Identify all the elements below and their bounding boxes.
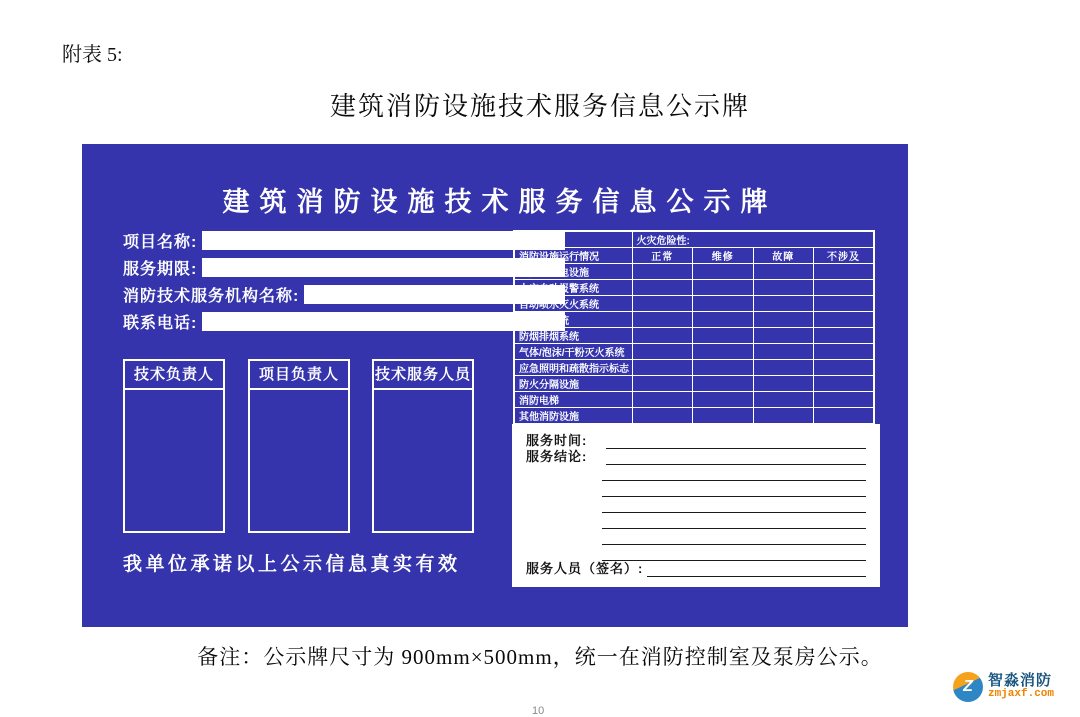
facility-label: 气体/泡沫/干粉灭火系统 — [514, 344, 632, 360]
status-cell — [814, 296, 875, 312]
document-title: 建筑消防设施技术服务信息公示牌 — [329, 91, 750, 121]
service-conclusion-row — [526, 449, 866, 465]
facility-label: 其他消防设施 — [514, 408, 632, 425]
building-area-label: 建筑面积: — [514, 231, 632, 248]
facility-status-table — [513, 230, 875, 425]
project-name-field — [202, 231, 565, 250]
status-cell — [632, 376, 693, 392]
status-cell — [753, 296, 814, 312]
notice-board — [82, 144, 908, 627]
phone-label: 联系电话: — [123, 314, 198, 332]
logo-text — [988, 673, 1054, 700]
table-header-row — [514, 248, 874, 264]
phone-field — [202, 312, 565, 331]
status-cell — [753, 392, 814, 408]
write-in-line — [606, 451, 866, 465]
facility-label: 防烟排烟系统 — [514, 328, 632, 344]
table-row — [514, 280, 874, 296]
fire-hazard-label: 火灾危险性: — [632, 231, 874, 248]
blank-line-row — [526, 465, 866, 481]
col-header-fault: 故障 — [753, 248, 814, 264]
logo-domain: zmjaxf.com — [987, 688, 1054, 701]
col-header-facility-status: 消防设施运行情况 — [514, 248, 632, 264]
table-row — [514, 360, 874, 376]
status-cell — [814, 408, 875, 425]
board-form-area — [123, 230, 565, 338]
status-cell — [693, 264, 754, 280]
facility-label: 消防电梯 — [514, 392, 632, 408]
status-cell — [753, 408, 814, 425]
status-cell — [753, 328, 814, 344]
facility-label: 应急照明和疏散指示标志 — [514, 360, 632, 376]
status-cell — [632, 392, 693, 408]
status-cell — [753, 376, 814, 392]
status-cell — [693, 376, 754, 392]
blank-line-row — [526, 513, 866, 529]
form-row-phone — [123, 311, 565, 331]
facility-label: 自动喷水灭火系统 — [514, 296, 632, 312]
blank-line-row — [526, 529, 866, 545]
page-number: 10 — [532, 705, 545, 717]
table-row — [514, 264, 874, 280]
write-in-line — [602, 515, 866, 529]
table-row — [514, 296, 874, 312]
status-cell — [632, 408, 693, 425]
status-cell — [632, 360, 693, 376]
table-row — [514, 376, 874, 392]
photo-box-label: 技术负责人 — [125, 361, 223, 390]
facility-label: 消防栓系统 — [514, 312, 632, 328]
col-header-not-involved: 不涉及 — [814, 248, 875, 264]
status-cell — [693, 392, 754, 408]
status-cell — [753, 280, 814, 296]
status-cell — [814, 376, 875, 392]
status-cell — [693, 360, 754, 376]
status-cell — [753, 264, 814, 280]
status-cell — [632, 296, 693, 312]
write-in-line — [606, 435, 866, 449]
agency-name-label: 消防技术服务机构名称: — [123, 287, 300, 305]
photo-box-label: 项目负责人 — [250, 361, 348, 390]
form-row-service-period — [123, 257, 565, 277]
logo-name: 智淼消防 — [987, 672, 1052, 690]
status-cell — [753, 344, 814, 360]
write-in-line — [602, 499, 866, 513]
status-cell — [693, 328, 754, 344]
status-cell — [693, 296, 754, 312]
logo-icon: Z — [953, 672, 983, 702]
board-title: 建筑消防设施技术服务信息公示牌 — [222, 187, 778, 217]
blank-line-row — [526, 497, 866, 513]
table-row — [514, 312, 874, 328]
project-name-label: 项目名称: — [123, 233, 198, 251]
photo-box-label: 技术服务人员 — [374, 361, 472, 390]
form-row-agency-name — [123, 284, 565, 304]
photo-box-project-director — [248, 359, 350, 533]
photo-box-technical-director — [123, 359, 225, 533]
status-cell — [814, 392, 875, 408]
table-row — [514, 328, 874, 344]
facility-label: 火灾自动报警系统 — [514, 280, 632, 296]
status-cell — [632, 328, 693, 344]
service-period-label: 服务期限: — [123, 260, 198, 278]
service-conclusion-label: 服务结论: — [526, 449, 588, 464]
status-cell — [753, 312, 814, 328]
table-row — [514, 344, 874, 360]
status-cell — [632, 264, 693, 280]
appendix-label: 附表 5: — [62, 44, 123, 66]
status-cell — [693, 344, 754, 360]
photo-box-service-staff — [372, 359, 474, 533]
blank-line-row — [526, 481, 866, 497]
service-signature-label: 服务人员（签名）: — [526, 561, 644, 576]
pledge-statement: 我单位承诺以上公示信息真实有效 — [123, 554, 461, 575]
col-header-repair: 维修 — [693, 248, 754, 264]
table-row — [514, 408, 874, 425]
form-row-project-name — [123, 230, 565, 250]
service-signature-row — [526, 561, 866, 577]
status-cell — [814, 360, 875, 376]
status-cell — [814, 280, 875, 296]
service-time-label: 服务时间: — [526, 433, 588, 448]
status-cell — [693, 312, 754, 328]
write-in-line — [602, 483, 866, 497]
facility-label: 防火分隔设施 — [514, 376, 632, 392]
status-cell — [814, 312, 875, 328]
write-in-line — [602, 531, 866, 545]
write-in-line — [602, 467, 866, 481]
status-cell — [693, 408, 754, 425]
status-cell — [632, 312, 693, 328]
write-in-line — [647, 563, 866, 577]
service-record-box — [512, 424, 880, 587]
table-row-area-hazard — [514, 231, 874, 248]
status-cell — [814, 344, 875, 360]
site-logo — [953, 672, 1054, 702]
table-row — [514, 392, 874, 408]
status-cell — [632, 280, 693, 296]
status-cell — [814, 328, 875, 344]
status-cell — [814, 264, 875, 280]
status-cell — [632, 344, 693, 360]
status-cell — [753, 360, 814, 376]
footer-note: 备注：公示牌尺寸为 900mm×500mm，统一在消防控制室及泵房公示。 — [197, 645, 883, 669]
service-period-field — [202, 258, 565, 277]
col-header-normal: 正常 — [632, 248, 693, 264]
status-cell — [693, 280, 754, 296]
facility-label: 消防供配电设施 — [514, 264, 632, 280]
